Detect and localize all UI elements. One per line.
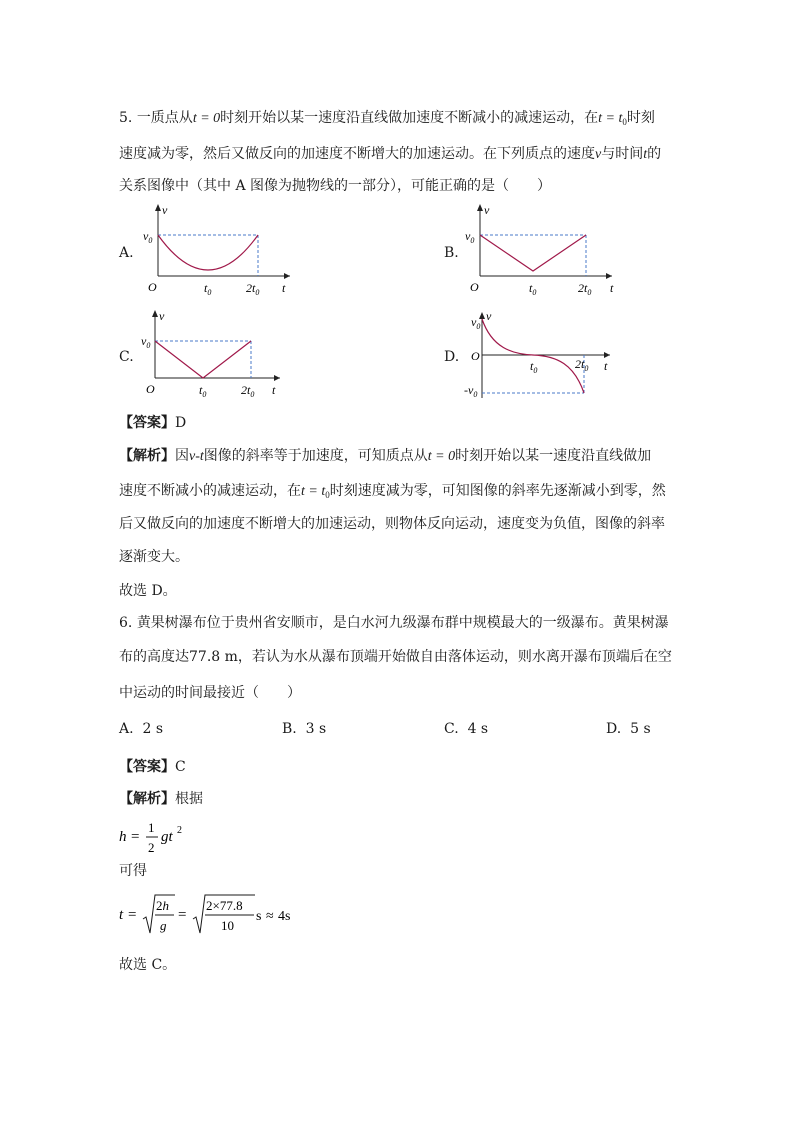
svg-text:1: 1: [148, 820, 155, 835]
q6-choice-c: C. 4 s: [444, 721, 489, 737]
svg-text:2: 2: [148, 840, 155, 855]
graph-d: [462, 308, 622, 403]
graph-a: [140, 200, 300, 300]
svg-text:gt: gt: [161, 829, 173, 845]
svg-text:t: t: [119, 907, 124, 923]
q6-choice-d: D. 5 s: [606, 721, 651, 737]
svg-text:t: t: [604, 359, 608, 373]
svg-text:O: O: [471, 349, 480, 363]
svg-text:≈: ≈: [266, 909, 274, 924]
svg-text:v: v: [162, 203, 168, 217]
q6-answer: 【答案】C: [119, 759, 186, 775]
svg-text:2t0: $2t_0$: [578, 281, 592, 297]
svg-text:=: =: [131, 829, 140, 845]
svg-text:O: O: [146, 382, 155, 396]
svg-text:g: g: [160, 918, 167, 933]
q6-conclusion: 故选 C。: [119, 957, 177, 973]
q5-analysis-2: 速度不断减小的减速运动，在$t = t_0$时刻速度减为零，可知图像的斜率先逐渐减小到零，然: [119, 483, 666, 500]
svg-text:v0: $v_0$: [143, 229, 153, 245]
svg-text:-v0: $-v_0$: [464, 383, 478, 399]
option-d-label: D.: [444, 349, 460, 365]
svg-text:2t0: $2t_0$: [241, 383, 255, 399]
q5-analysis-3: 后又做反向的加速度不断增大的加速运动，则物体反向运动，速度变为负值，图像的斜率: [119, 516, 665, 532]
q6-choice-b: B. 3 s: [282, 721, 327, 737]
q6-then: 可得: [119, 863, 147, 879]
svg-text:v0: $v_0$: [465, 229, 475, 245]
svg-text:2t0: $2t_0$: [575, 357, 589, 373]
svg-text:2t0: $2t_0$: [246, 281, 260, 297]
q5-answer: 【答案】D: [119, 415, 187, 431]
svg-text:t: t: [282, 281, 286, 295]
q5-analysis-4: 逐渐变大。: [119, 549, 189, 565]
q5-analysis-1: 【解析】因v-t图像的斜率等于加速度，可知质点从t = 0时刻开始以某一速度沿直线做加: [119, 448, 652, 464]
svg-text:t0: $t_0$: [204, 281, 212, 297]
svg-text:t: t: [610, 281, 614, 295]
q6-answer-value: C: [175, 759, 186, 775]
svg-text:h: h: [119, 829, 127, 845]
svg-text:v: v: [159, 309, 165, 323]
svg-text:v0: $v_0$: [141, 334, 151, 350]
svg-text:2×77.8: 2×77.8: [206, 898, 243, 913]
q6-line-3: 中运动的时间最接近（ ）: [119, 685, 301, 701]
option-c-label: C.: [119, 349, 134, 365]
option-b-label: B.: [444, 245, 459, 261]
graph-c: [140, 306, 290, 406]
svg-text:4s: 4s: [278, 909, 291, 924]
q5-line-1: 5. 一质点从t = 0时刻开始以某一速度沿直线做加速度不断减小的减速运动，在$t = t_0$时刻: [119, 110, 655, 127]
svg-text:s: s: [256, 909, 262, 924]
svg-text:v: v: [484, 203, 490, 217]
svg-text:v: v: [486, 309, 492, 323]
q6-height: 77.8 m: [189, 649, 238, 665]
svg-text:=: =: [178, 907, 187, 923]
q5-conclusion: 故选 D。: [119, 583, 177, 599]
q6-line-2: 布的高度达77.8 m，若认为水从瀑布顶端开始做自由落体运动，则水离开瀑布顶端后在空: [119, 649, 672, 665]
svg-text:O: O: [470, 280, 479, 294]
q6-line-1: 6. 黄果树瀑布位于贵州省安顺市，是白水河九级瀑布群中规模最大的一级瀑布。黄果树瀑: [119, 615, 669, 631]
q6-number: 6.: [119, 615, 133, 631]
svg-text:t0: $t_0$: [199, 383, 207, 399]
q5-line-3: 关系图像中（其中 A 图像为抛物线的一部分），可能正确的是（ ）: [119, 178, 552, 194]
svg-text:v0: $v_0$: [471, 315, 481, 331]
option-a-label: A.: [119, 245, 134, 261]
q5-answer-value: D: [175, 415, 187, 431]
q6-choice-a: A. 2 s: [119, 721, 164, 737]
q5-line-2: 速度减为零，然后又做反向的加速度不断增大的加速运动。在下列质点的速度v与时间t的: [119, 146, 662, 162]
formula-free-fall: [119, 814, 239, 858]
svg-text:=: =: [128, 907, 137, 923]
q5-number: 5.: [119, 110, 133, 126]
q6-analysis-intro: 【解析】根据: [119, 791, 203, 807]
svg-text:t0: $t_0$: [530, 359, 538, 375]
svg-text:t0: $t_0$: [529, 281, 537, 297]
svg-text:O: O: [148, 280, 157, 294]
graph-b: [462, 200, 622, 300]
svg-text:2: 2: [177, 825, 182, 836]
svg-text:t: t: [272, 383, 276, 397]
svg-text:10: 10: [221, 918, 234, 933]
svg-text:2h: 2h: [156, 898, 169, 913]
formula-time: [119, 889, 319, 941]
